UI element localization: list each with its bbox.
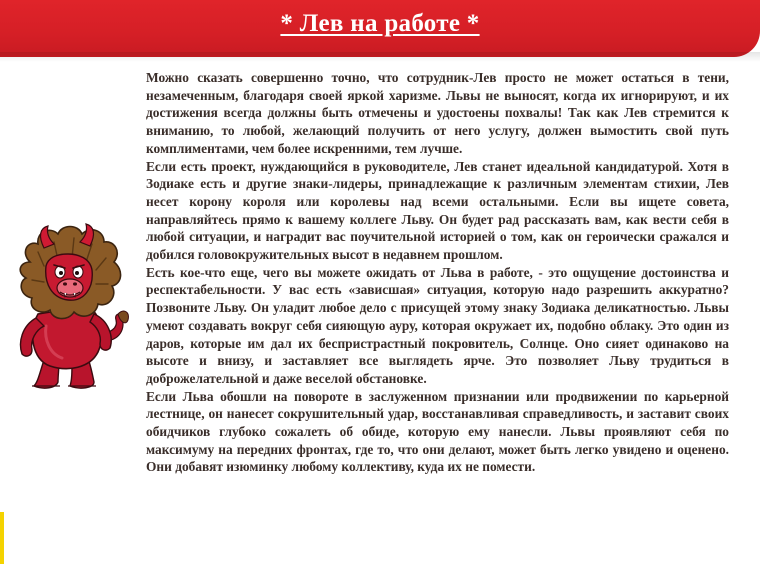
left-accent-strip: [0, 512, 4, 564]
paragraph-1: Можно сказать совершенно точно, что сотрудник-Лев просто не может остаться в тени, незамеченным, благодаря своей яркой харизме. Львы не выносят, когда их игнорируют, и их достижения всегда должны быть отмечены и удостоены похвалы! Так как Лев стремится к вниманию, то любой, желающий получить от него услугу, должен вымостить свой путь комплиментами, чем более искренними, тем лучше.: [146, 70, 729, 156]
paragraph-2: Если есть проект, нуждающийся в руководителе, Лев станет идеальной кандидатурой. Хотя в Зодиаке есть и другие знаки-лидеры, принадлежащие к различным элементам стихии, Лев несет корону короля или королевы над всеми остальными. Если вы ищете совета, направляйтесь прямо к вашему коллеге Льву. Он будет рад рассказать вам, как вести себя в любой ситуации, и наградит вас поучительной историей о том, как он героически сражался и добился головокружительных высот в недавнем прошлом.: [146, 158, 729, 263]
paragraph-3: Есть кое-что еще, чего вы можете ожидать от Льва в работе, - это ощущение достоинства и респектабельности. У вас есть «зависшая» ситуация, которую надо разрешить аккуратно? Позвоните Льву. Он уладит любое дело с присущей этому знаку Зодиака деликатностью. Львы умеют создавать вокруг себя сияющую ауру, которая окружает их, подобно облаку. Это один из даров, которые им дал их беспристрастный покровитель, Солнце. Оно сияет одинаково на высоте и внизу, и заставляет все выглядеть ярче. Это позволяет Льву трудиться в доброжелательной и даже веселой обстановке.: [146, 264, 729, 386]
lion-mascot-icon: [10, 222, 135, 392]
header-shadow: [0, 52, 760, 62]
page-title: * Лев на работе *: [280, 10, 480, 37]
body-text: [146, 69, 729, 476]
paragraph-4: Если Льва обошли на повороте в заслуженном признании или продвижении по карьерной лестнице, он нанесет сокрушительный удар, восстанавливая справедливость, и заставит своих обидчиков глубоко сожалеть об обиде, которую ему нанесли. Львы проявляют себя по максимуму на передних фронтах, где то, что они делают, может быть легко увидено и оценено. Они добавят изюминку любому коллективу, куда их не помести.: [146, 388, 729, 475]
